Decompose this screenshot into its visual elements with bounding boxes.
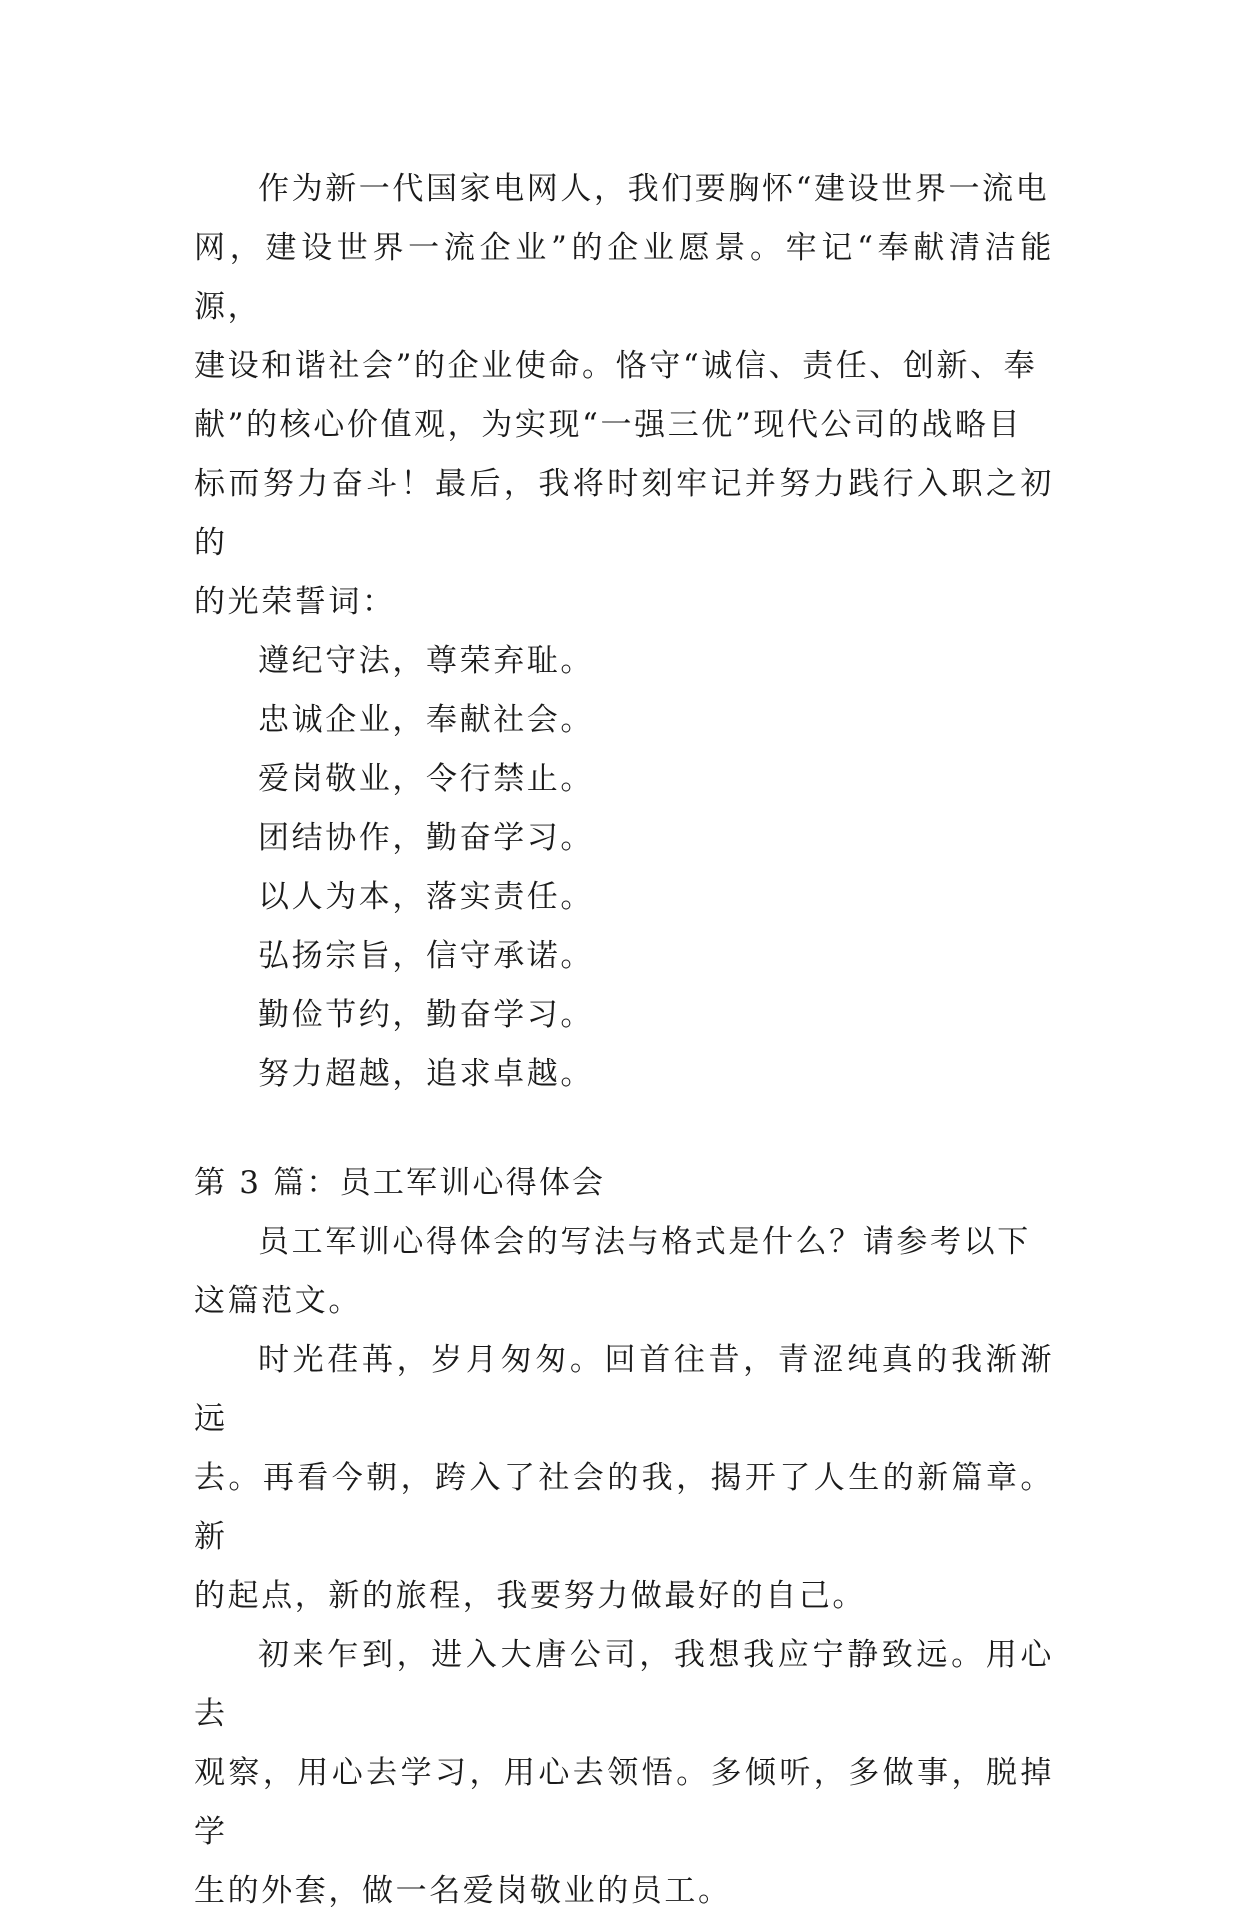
oath-line: 爱岗敬业，令行禁止。	[258, 761, 594, 797]
oath-line: 团结协作，勤奋学习。	[258, 820, 594, 856]
oath-line: 忠诚企业，奉献社会。	[258, 702, 594, 738]
oath-line: 勤俭节约，勤奋学习。	[258, 997, 594, 1033]
oath-line: 弘扬宗旨，信守承诺。	[258, 938, 594, 974]
oath-line: 努力超越，追求卓越。	[258, 1056, 594, 1092]
paragraph-vision: 作为新一代国家电网人，我们要胸怀“建设世界一流电 网，建设世界一流企业”的企业愿景。牢记“奉献清洁能源， 建设和谐社会”的企业使命。恪守“诚信、责任、创新、奉 献”的核心价值观，为实现“一强三优”现代公司的战略目 标而努力奋斗！最后，我将时刻牢记并努力践行入职之初的 的光荣誓词：	[194, 171, 1054, 620]
section-heading: 第 3 篇：员工军训心得体会	[194, 1165, 606, 1201]
section-gap	[194, 1104, 1054, 1154]
document-page	[194, 160, 1054, 1921]
oath-list	[194, 632, 1054, 1104]
oath-line: 以人为本，落实责任。	[258, 879, 594, 915]
paragraph-intro: 员工军训心得体会的写法与格式是什么？请参考以下 这篇范文。	[194, 1224, 1031, 1319]
paragraph-time: 时光荏苒，岁月匆匆。回首往昔，青涩纯真的我渐渐远 去。再看今朝，跨入了社会的我，揭开了人生的新篇章。新 的起点，新的旅程，我要努力做最好的自己。	[194, 1342, 1054, 1614]
oath-line: 遵纪守法，尊荣弃耻。	[258, 643, 594, 679]
paragraph-arrival: 初来乍到，进入大唐公司，我想我应宁静致远。用心去 观察，用心去学习，用心去领悟。多倾听，多做事，脱掉学 生的外套，做一名爱岗敬业的员工。	[194, 1637, 1054, 1909]
